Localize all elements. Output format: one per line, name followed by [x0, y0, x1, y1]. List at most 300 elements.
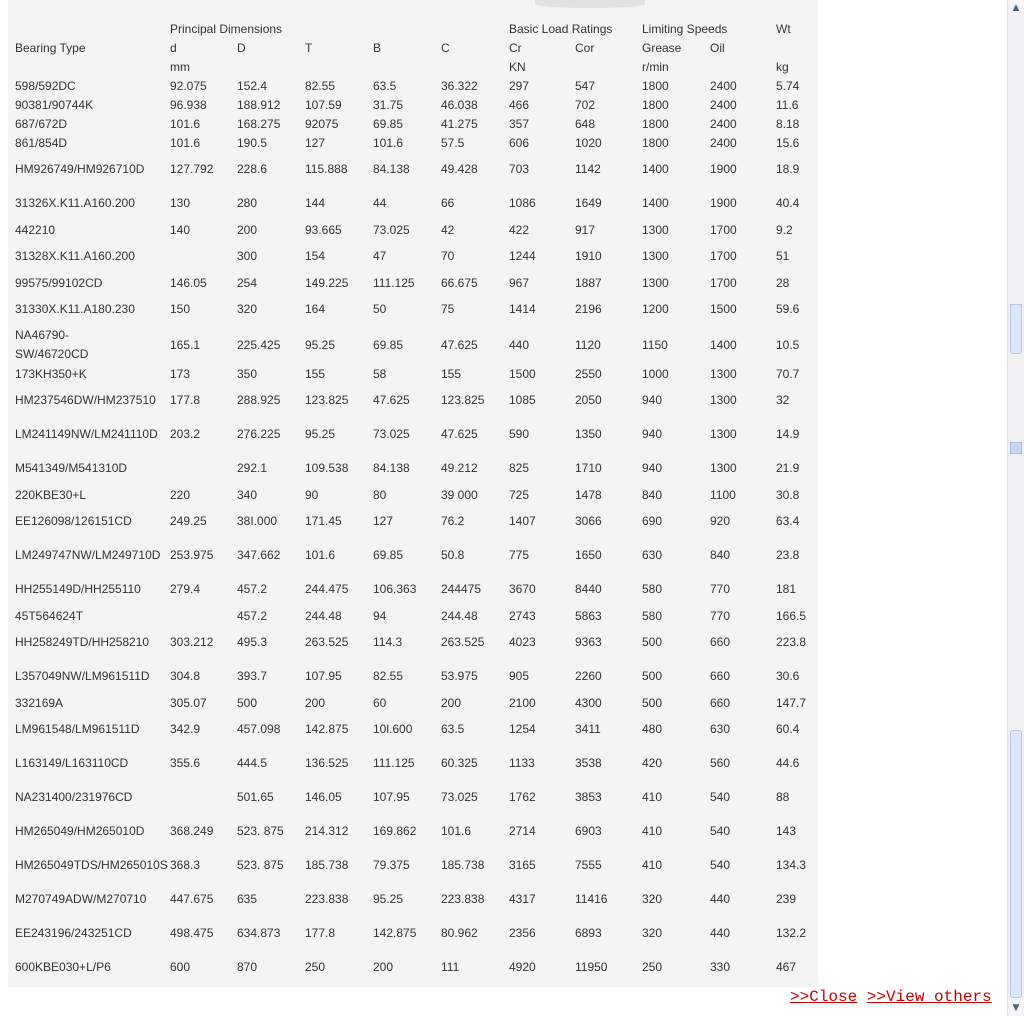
cell-b: 50: [373, 302, 387, 316]
cell-cor: 2260: [575, 669, 602, 683]
cell-oil: 1100: [710, 488, 736, 502]
cell-b: 111.125: [373, 276, 415, 290]
cell-wt: 11.6: [776, 98, 799, 112]
cell-bearing-type: 31326X.K11.A160.200: [15, 196, 135, 210]
cell-big-d: 254: [237, 276, 258, 290]
cell-cor: 3853: [575, 790, 602, 804]
cell-d: 150: [170, 302, 191, 316]
cell-bearing-type: 45T564624T: [15, 609, 84, 623]
cell-t: 177.8: [305, 926, 336, 940]
header-principal-dimensions: Principal Dimensions: [170, 22, 283, 36]
cell-cr: 4317: [509, 892, 536, 906]
cell-d: 447.675: [170, 892, 214, 906]
cell-cor: 1887: [575, 276, 602, 290]
cell-t: 90: [305, 488, 319, 502]
cell-bearing-type: EE243196/243251CD: [15, 926, 132, 940]
cell-cr: 590: [509, 427, 530, 441]
cell-grease: 250: [642, 960, 663, 974]
cell-d: 101.6: [170, 117, 201, 131]
cell-c: 66.675: [441, 276, 478, 290]
cell-t: 136.525: [305, 756, 349, 770]
cell-big-d: 634.873: [237, 926, 281, 940]
cell-t: 92075: [305, 117, 339, 131]
cell-big-d: 501.65: [237, 790, 274, 804]
cell-cor: 917: [575, 223, 596, 237]
vertical-scrollbar[interactable]: [1007, 0, 1024, 1016]
cell-cor: 3066: [575, 514, 602, 528]
cell-oil: 770: [710, 609, 731, 623]
cell-cr: 2743: [509, 609, 536, 623]
cell-c: 76.2: [441, 514, 465, 528]
cell-wt: 147.7: [776, 696, 807, 710]
cell-t: 214.312: [305, 824, 349, 838]
cell-grease: 630: [642, 548, 663, 562]
cell-wt: 143: [776, 824, 797, 838]
cell-b: 47: [373, 249, 387, 263]
cell-cr: 1500: [509, 367, 536, 381]
unit-rmin: r/min: [642, 60, 669, 74]
cell-cr: 422: [509, 223, 530, 237]
cell-b: 58: [373, 367, 387, 381]
cell-wt: 467: [776, 960, 797, 974]
cell-cor: 7555: [575, 858, 602, 872]
header-t: T: [305, 41, 313, 55]
cell-grease: 690: [642, 514, 663, 528]
cell-big-d: 292.1: [237, 461, 268, 475]
cell-c: 47.625: [441, 427, 478, 441]
cell-cr: 4023: [509, 635, 536, 649]
scroll-down-arrow-icon[interactable]: ▼: [1008, 1000, 1024, 1016]
cell-grease: 1800: [642, 117, 669, 131]
cell-c: 123.825: [441, 393, 485, 407]
cell-b: 169.862: [373, 824, 417, 838]
cell-wt: 28: [776, 276, 790, 290]
cell-oil: 1700: [710, 223, 737, 237]
cell-b: 200: [373, 960, 394, 974]
cell-c: 63.5: [441, 722, 465, 736]
cell-big-d: 168.275: [237, 117, 281, 131]
cell-grease: 1800: [642, 79, 669, 93]
cell-big-d: 457.098: [237, 722, 281, 736]
cell-bearing-type: HH258249TD/HH258210: [15, 635, 150, 649]
cell-wt: 44.6: [776, 756, 800, 770]
cell-wt: 132.2: [776, 926, 807, 940]
cell-wt: 239: [776, 892, 797, 906]
cell-cor: 648: [575, 117, 596, 131]
unit-kn: KN: [509, 60, 526, 74]
cell-wt: 51: [776, 249, 790, 263]
cell-cor: 1020: [575, 136, 602, 150]
cell-bearing-type: EE126098/126151CD: [15, 514, 132, 528]
cell-cr: 1414: [509, 302, 536, 316]
header-d-large: D: [237, 41, 246, 55]
cell-t: 149.225: [305, 276, 349, 290]
cell-bearing-type: 332169A: [15, 696, 64, 710]
cell-big-d: 347.662: [237, 548, 281, 562]
cell-t: 93.665: [305, 223, 342, 237]
cell-t: 154: [305, 249, 326, 263]
cell-d: 130: [170, 196, 191, 210]
cell-c: 244475: [441, 582, 482, 596]
cell-b: 73.025: [373, 427, 410, 441]
cell-grease: 1000: [642, 367, 669, 381]
cell-cr: 1086: [509, 196, 536, 210]
cell-big-d: 188.912: [237, 98, 281, 112]
cell-b: 60: [373, 696, 387, 710]
cell-grease: 410: [642, 790, 663, 804]
cell-grease: 940: [642, 393, 663, 407]
cell-t: 107.95: [305, 669, 342, 683]
header-b: B: [373, 41, 382, 55]
cell-c: 53.975: [441, 669, 478, 683]
cell-cr: 1762: [509, 790, 536, 804]
cell-big-d: 393.7: [237, 669, 268, 683]
cell-grease: 940: [642, 461, 663, 475]
cell-oil: 660: [710, 696, 731, 710]
cell-d: 304.8: [170, 669, 201, 683]
cell-c: 263.525: [441, 635, 485, 649]
cell-bearing-type: NA46790- SW/46720CD: [15, 328, 89, 361]
cell-c: 73.025: [441, 790, 478, 804]
scroll-up-arrow-icon[interactable]: ▲: [1008, 0, 1024, 16]
cell-big-d: 495.3: [237, 635, 268, 649]
cell-cr: 3165: [509, 858, 536, 872]
cell-bearing-type: LM241149NW/LM241110D: [15, 427, 158, 441]
cell-t: 244.475: [305, 582, 349, 596]
cell-grease: 840: [642, 488, 663, 502]
cell-cr: 1244: [509, 249, 536, 263]
cell-c: 200: [441, 696, 462, 710]
cell-bearing-type: LM249747NW/LM249710D: [15, 548, 161, 562]
cell-b: 47.625: [373, 393, 410, 407]
cell-cor: 2550: [575, 367, 602, 381]
cell-wt: 70.7: [776, 367, 800, 381]
cell-b: 69.85: [373, 117, 404, 131]
cell-cor: 1120: [575, 338, 601, 352]
cell-b: 44: [373, 196, 387, 210]
cell-cr: 3670: [509, 582, 536, 596]
cell-big-d: 500: [237, 696, 258, 710]
cell-grease: 1300: [642, 223, 669, 237]
cell-grease: 410: [642, 858, 663, 872]
header-wt: Wt: [776, 22, 791, 36]
cell-b: 10l.600: [373, 722, 413, 736]
cell-b: 142.875: [373, 926, 417, 940]
cell-c: 60.325: [441, 756, 478, 770]
unit-mm: mm: [170, 60, 190, 74]
cell-cor: 1910: [575, 249, 602, 263]
cell-grease: 500: [642, 635, 663, 649]
cell-t: 107.59: [305, 98, 342, 112]
cell-oil: 1300: [710, 427, 737, 441]
cell-c: 47.625: [441, 338, 478, 352]
cell-c: 66: [441, 196, 455, 210]
cell-c: 39 000: [441, 488, 478, 502]
cell-wt: 59.6: [776, 302, 800, 316]
cell-d: 177.8: [170, 393, 201, 407]
cell-c: 42: [441, 223, 455, 237]
cell-b: 69.85: [373, 548, 404, 562]
cell-bearing-type: 90381/90744K: [15, 98, 94, 112]
cell-big-d: 190.5: [237, 136, 268, 150]
cell-oil: 1300: [710, 393, 737, 407]
cell-bearing-type: M270749ADW/M270710: [15, 892, 147, 906]
cell-grease: 500: [642, 669, 663, 683]
cell-cor: 3411: [575, 722, 601, 736]
cell-d: 600: [170, 960, 191, 974]
cell-oil: 2400: [710, 79, 737, 93]
cell-c: 41.275: [441, 117, 478, 131]
cell-t: 142.875: [305, 722, 349, 736]
cell-cr: 1133: [509, 756, 535, 770]
cell-d: 140: [170, 223, 191, 237]
cell-big-d: 320: [237, 302, 258, 316]
cell-t: 250: [305, 960, 326, 974]
cell-big-d: 152.4: [237, 79, 268, 93]
cell-t: 223.838: [305, 892, 349, 906]
cell-cor: 702: [575, 98, 596, 112]
cell-t: 185.738: [305, 858, 349, 872]
cell-d: 305.07: [170, 696, 207, 710]
cell-big-d: 276.225: [237, 427, 281, 441]
cell-wt: 223.8: [776, 635, 807, 649]
cell-d: 355.6: [170, 756, 201, 770]
cell-bearing-type: LM961548/LM961511D: [15, 722, 140, 736]
cell-c: 185.738: [441, 858, 485, 872]
header-d-small: d: [170, 41, 177, 55]
cell-b: 69.85: [373, 338, 404, 352]
header-grease: Grease: [642, 41, 682, 55]
cell-big-d: 870: [237, 960, 258, 974]
cell-b: 73.025: [373, 223, 410, 237]
header-cr: Cr: [509, 41, 522, 55]
cell-c: 36.322: [441, 79, 478, 93]
cell-b: 114.3: [373, 635, 403, 649]
cell-c: 80.962: [441, 926, 478, 940]
cell-wt: 181: [776, 582, 797, 596]
cell-d: 92.075: [170, 79, 207, 93]
cell-cor: 1350: [575, 427, 602, 441]
cell-cor: 3538: [575, 756, 602, 770]
header-oil: Oil: [710, 41, 725, 55]
cell-d: 146.05: [170, 276, 207, 290]
unit-kg: kg: [776, 60, 789, 74]
cell-grease: 1400: [642, 196, 669, 210]
cell-grease: 1200: [642, 302, 669, 316]
header-cor: Cor: [575, 41, 595, 55]
cell-cr: 2100: [509, 696, 536, 710]
cell-t: 164: [305, 302, 326, 316]
cell-t: 109.538: [305, 461, 349, 475]
cell-t: 146.05: [305, 790, 342, 804]
cell-cor: 6903: [575, 824, 602, 838]
cell-b: 31.75: [373, 98, 404, 112]
cell-wt: 9.2: [776, 223, 793, 237]
cell-oil: 1700: [710, 249, 737, 263]
cell-cor: 11416: [575, 892, 608, 906]
cell-bearing-type: HH255149D/HH255110: [15, 582, 141, 596]
cell-t: 95.25: [305, 427, 336, 441]
scrollbar-thumb[interactable]: [1010, 730, 1022, 998]
cell-oil: 440: [710, 926, 731, 940]
cell-wt: 60.4: [776, 722, 800, 736]
cell-bearing-type: 861/854D: [15, 136, 68, 150]
cell-t: 101.6: [305, 548, 336, 562]
cell-cor: 1710: [575, 461, 602, 475]
cell-c: 46.038: [441, 98, 478, 112]
cell-wt: 30.6: [776, 669, 800, 683]
cell-c: 49.212: [441, 461, 478, 475]
cell-cr: 440: [509, 338, 530, 352]
cell-grease: 320: [642, 892, 663, 906]
cell-d: 368.3: [170, 858, 201, 872]
cell-d: 165.1: [170, 338, 201, 352]
cell-oil: 540: [710, 858, 731, 872]
cell-big-d: 38I.000: [237, 514, 278, 528]
cell-big-d: 228.6: [237, 162, 268, 176]
view-others-link[interactable]: >>View others: [866, 988, 992, 1006]
cell-wt: 18.9: [776, 162, 800, 176]
cell-wt: 14.9: [776, 427, 800, 441]
cell-d: 127.792: [170, 162, 214, 176]
cell-oil: 1700: [710, 276, 737, 290]
cell-cor: 1142: [575, 162, 601, 176]
cell-wt: 15.6: [776, 136, 800, 150]
cell-oil: 660: [710, 635, 731, 649]
scroll-marker: [1010, 442, 1022, 454]
cell-wt: 23.8: [776, 548, 800, 562]
cell-oil: 560: [710, 756, 731, 770]
cell-bearing-type: 442210: [15, 223, 56, 237]
cell-cr: 967: [509, 276, 530, 290]
bearing-table-panel: [8, 0, 818, 987]
cell-wt: 21.9: [776, 461, 800, 475]
cell-c: 155: [441, 367, 462, 381]
cell-cr: 2714: [509, 824, 536, 838]
cell-t: 115.888: [305, 162, 348, 176]
cell-cor: 1649: [575, 196, 602, 210]
cell-c: 75: [441, 302, 455, 316]
cell-bearing-type: L163149/L163110CD: [15, 756, 129, 770]
cell-bearing-type: 31330X.K11.A180.230: [15, 302, 135, 316]
cell-t: 144: [305, 196, 326, 210]
cell-grease: 1300: [642, 249, 669, 263]
cell-t: 82.55: [305, 79, 336, 93]
cell-c: 70: [441, 249, 455, 263]
cell-cr: 606: [509, 136, 530, 150]
cell-cor: 4300: [575, 696, 602, 710]
cell-oil: 1300: [710, 461, 737, 475]
cell-wt: 166.5: [776, 609, 807, 623]
cell-oil: 440: [710, 892, 731, 906]
cell-wt: 63.4: [776, 514, 800, 528]
cell-cr: 905: [509, 669, 530, 683]
cell-grease: 1150: [642, 338, 668, 352]
cell-bearing-type: HM237546DW/HM237510: [15, 393, 156, 407]
cell-c: 50.8: [441, 548, 465, 562]
cell-oil: 1300: [710, 367, 737, 381]
cell-big-d: 300: [237, 249, 258, 263]
cell-cr: 2356: [509, 926, 536, 940]
cell-b: 94: [373, 609, 387, 623]
cell-bearing-type: 173KH350+K: [15, 367, 87, 381]
cell-d: 203.2: [170, 427, 201, 441]
cell-grease: 500: [642, 696, 663, 710]
cell-big-d: 457.2: [237, 582, 268, 596]
close-link[interactable]: >>Close: [790, 988, 858, 1006]
cell-b: 84.138: [373, 461, 410, 475]
cell-cor: 1478: [575, 488, 602, 502]
cell-big-d: 523. 875: [237, 824, 284, 838]
cell-wt: 40.4: [776, 196, 800, 210]
header-c: C: [441, 41, 450, 55]
cell-cr: 825: [509, 461, 530, 475]
cell-c: 111: [441, 960, 460, 974]
cell-cr: 357: [509, 117, 530, 131]
cell-big-d: 200: [237, 223, 258, 237]
cell-t: 155: [305, 367, 326, 381]
cell-d: 253.975: [170, 548, 214, 562]
cell-d: 96.938: [170, 98, 207, 112]
cell-bearing-type: HM265049TDS/HM265010S: [15, 858, 168, 872]
cell-t: 244.48: [305, 609, 342, 623]
cell-grease: 1400: [642, 162, 669, 176]
cell-cr: 1407: [509, 514, 536, 528]
cell-bearing-type: 598/592DC: [15, 79, 76, 93]
cell-big-d: 288.925: [237, 393, 281, 407]
cell-grease: 580: [642, 609, 663, 623]
cell-grease: 420: [642, 756, 663, 770]
cell-d: 368.249: [170, 824, 214, 838]
top-decoration: [535, 0, 645, 8]
cell-t: 127: [305, 136, 326, 150]
header-basic-load-ratings: Basic Load Ratings: [509, 22, 613, 36]
cell-cor: 8440: [575, 582, 602, 596]
cell-oil: 540: [710, 790, 731, 804]
cell-wt: 88: [776, 790, 790, 804]
cell-bearing-type: 687/672D: [15, 117, 68, 131]
cell-oil: 840: [710, 548, 731, 562]
cell-b: 127: [373, 514, 394, 528]
cell-c: 223.838: [441, 892, 485, 906]
cell-wt: 32: [776, 393, 790, 407]
scrollbar-thumb-marker[interactable]: [1010, 304, 1022, 354]
cell-cr: 1085: [509, 393, 536, 407]
cell-cor: 547: [575, 79, 596, 93]
cell-b: 106.363: [373, 582, 417, 596]
cell-cor: 6893: [575, 926, 602, 940]
cell-b: 82.55: [373, 669, 404, 683]
cell-b: 95.25: [373, 892, 404, 906]
cell-oil: 660: [710, 669, 731, 683]
cell-d: 220: [170, 488, 191, 502]
cell-d: 249.25: [170, 514, 207, 528]
cell-oil: 1400: [710, 338, 737, 352]
cell-b: 101.6: [373, 136, 404, 150]
cell-grease: 320: [642, 926, 663, 940]
cell-big-d: 280: [237, 196, 258, 210]
cell-oil: 1900: [710, 162, 737, 176]
footer-links: [790, 988, 992, 1006]
cell-grease: 1300: [642, 276, 669, 290]
cell-cor: 9363: [575, 635, 602, 649]
cell-big-d: 457.2: [237, 609, 268, 623]
cell-d: 498.475: [170, 926, 214, 940]
cell-cr: 725: [509, 488, 530, 502]
cell-d: 342.9: [170, 722, 201, 736]
cell-oil: 330: [710, 960, 731, 974]
cell-b: 79.375: [373, 858, 410, 872]
